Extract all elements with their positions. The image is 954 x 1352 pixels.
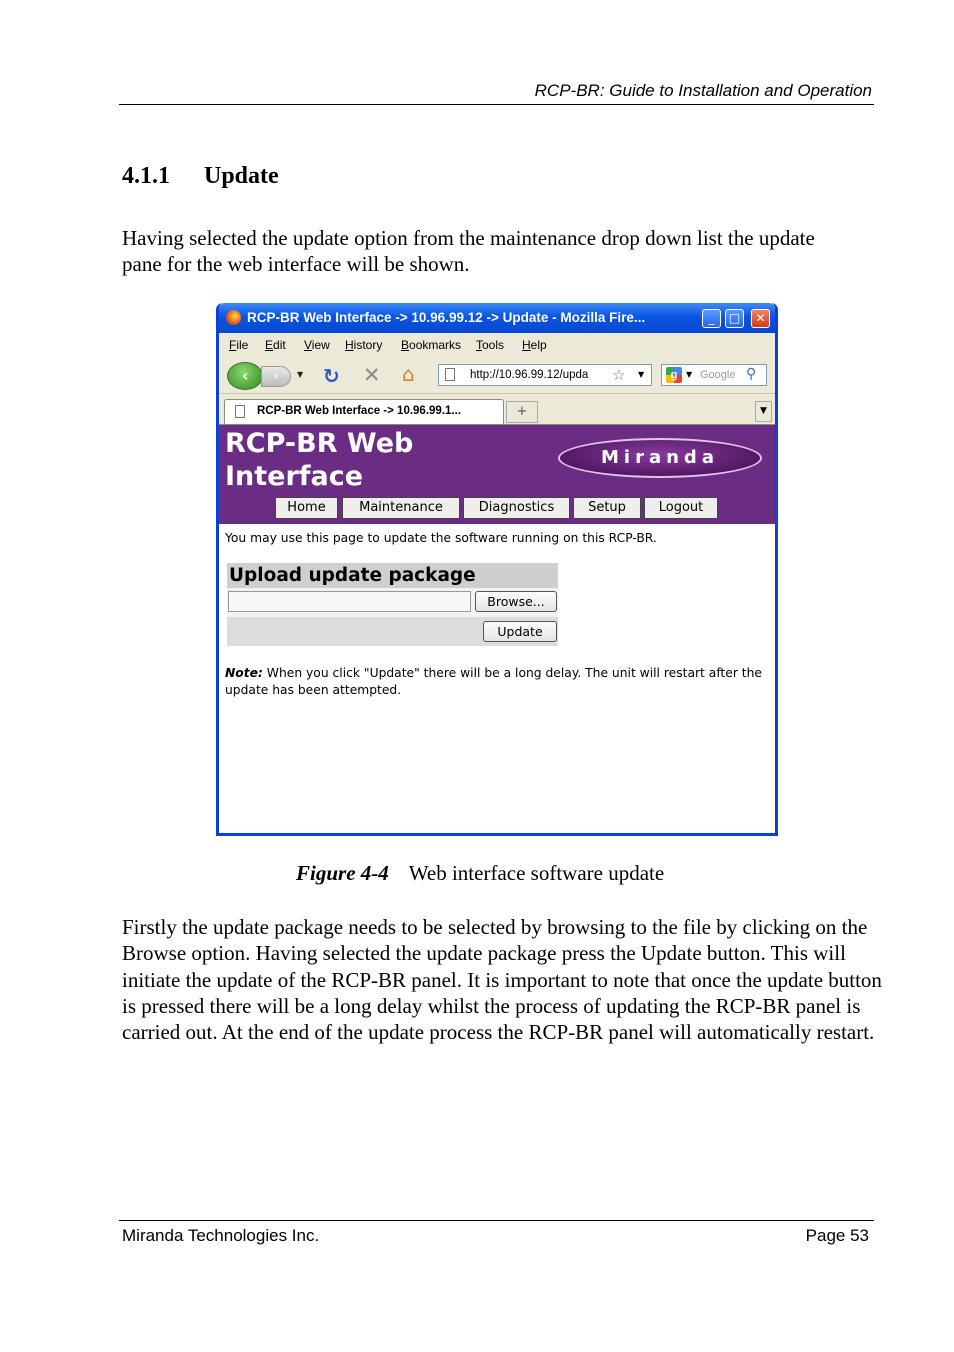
menu-bookmarks[interactable]: Bookmarks <box>401 338 462 352</box>
nav-diagnostics[interactable]: Diagnostics <box>463 497 570 519</box>
upload-title: Upload update package <box>227 563 558 588</box>
note-label: Note: <box>225 666 263 680</box>
search-icon[interactable]: ⚲ <box>746 366 757 382</box>
window-title: RCP-BR Web Interface -> 10.96.99.12 -> Update - Mozilla Fire... <box>247 310 646 325</box>
running-footer <box>119 1220 874 1245</box>
google-icon[interactable]: g <box>666 367 682 383</box>
section-number: 4.1.1 <box>122 163 170 189</box>
search-placeholder: Google <box>700 369 736 381</box>
running-header <box>119 80 874 105</box>
upload-form <box>227 563 558 646</box>
nav-setup[interactable]: Setup <box>573 497 641 519</box>
stop-icon[interactable]: ✕ <box>363 363 381 387</box>
menu-edit[interactable]: Edit <box>265 338 286 352</box>
history-dropdown-icon[interactable]: ▼ <box>297 370 304 379</box>
minimize-icon[interactable]: _ <box>702 309 721 328</box>
intro-paragraph: Having selected the update option from the maintenance drop down list the update pane for the web interface will be shown. <box>122 226 815 277</box>
section-heading <box>122 163 279 190</box>
update-button[interactable]: Update <box>483 621 557 642</box>
url-bar[interactable] <box>438 364 652 386</box>
tab-title: RCP-BR Web Interface -> 10.96.99.1... <box>257 405 461 417</box>
browse-button[interactable]: Browse... <box>475 591 557 612</box>
web-page-content <box>219 425 775 835</box>
bookmark-star-icon[interactable]: ☆ <box>612 366 626 384</box>
url-dropdown-icon[interactable]: ▼ <box>638 370 645 379</box>
miranda-logo <box>558 438 762 478</box>
menu-history[interactable]: History <box>345 338 383 352</box>
footer-company: Miranda Technologies Inc. <box>122 1226 320 1245</box>
navigation-toolbar <box>219 357 775 394</box>
menu-tools[interactable]: Tools <box>476 338 505 352</box>
page-icon <box>445 368 455 381</box>
running-header-text: RCP-BR: Guide to Installation and Operation <box>534 81 872 100</box>
firefox-icon <box>226 310 241 325</box>
new-tab-button[interactable]: + <box>506 401 538 423</box>
upload-submit-row <box>227 617 558 646</box>
page-icon <box>235 405 245 418</box>
tab-active[interactable] <box>224 399 504 424</box>
figure-caption-text: Web interface software update <box>408 861 665 885</box>
tab-list-dropdown-icon[interactable]: ▼ <box>755 401 772 422</box>
page-banner <box>219 425 775 524</box>
logo-text: Miranda <box>601 447 719 468</box>
figure-label: Figure 4-4 <box>296 861 389 885</box>
footer-page-number: Page 53 <box>805 1226 869 1245</box>
home-icon[interactable]: ⌂ <box>402 362 415 386</box>
search-engine-dropdown-icon[interactable]: ▼ <box>686 370 693 379</box>
upload-file-row <box>227 588 558 617</box>
nav-maintenance[interactable]: Maintenance <box>342 497 460 519</box>
note-text: When you click "Update" there will be a long delay. The unit will restart after the update has been attempted. <box>225 666 762 697</box>
section-title: Update <box>204 163 279 189</box>
browser-window-screenshot <box>216 303 778 836</box>
figure-caption <box>296 861 664 886</box>
menu-view[interactable]: View <box>304 338 330 352</box>
nav-logout[interactable]: Logout <box>644 497 718 519</box>
file-path-input[interactable] <box>228 591 471 612</box>
update-note <box>225 665 765 699</box>
menu-file[interactable]: File <box>229 338 249 352</box>
reload-icon[interactable]: ↻ <box>323 364 340 388</box>
forward-arrow-icon[interactable]: › <box>261 366 291 387</box>
tab-bar <box>219 394 775 425</box>
nav-home[interactable]: Home <box>275 497 338 519</box>
maximize-icon[interactable]: □ <box>725 309 744 328</box>
page-intro: You may use this page to update the software running on this RCP-BR. <box>225 531 657 545</box>
body-paragraph: Firstly the update package needs to be selected by browsing to the file by clicking on the Browse option. Having selected the update package press the Update button. This will initiate the update of the RCP-BR panel. It is important to note that once the update button is pressed there will be a long delay whilst the process of updating the RCP-BR panel is carried out. At the end of the update process the RCP-BR panel will automatically restart. <box>122 915 882 1045</box>
back-arrow-icon[interactable]: ‹ <box>227 362 263 390</box>
menu-help[interactable]: Help <box>522 338 547 352</box>
site-title: RCP-BR Web Interface <box>225 428 414 492</box>
window-titlebar <box>219 303 775 333</box>
close-icon[interactable]: ✕ <box>751 309 770 328</box>
search-bar[interactable] <box>661 364 767 386</box>
url-text: http://10.96.99.12/upda <box>470 369 589 381</box>
menu-bar <box>219 333 775 357</box>
